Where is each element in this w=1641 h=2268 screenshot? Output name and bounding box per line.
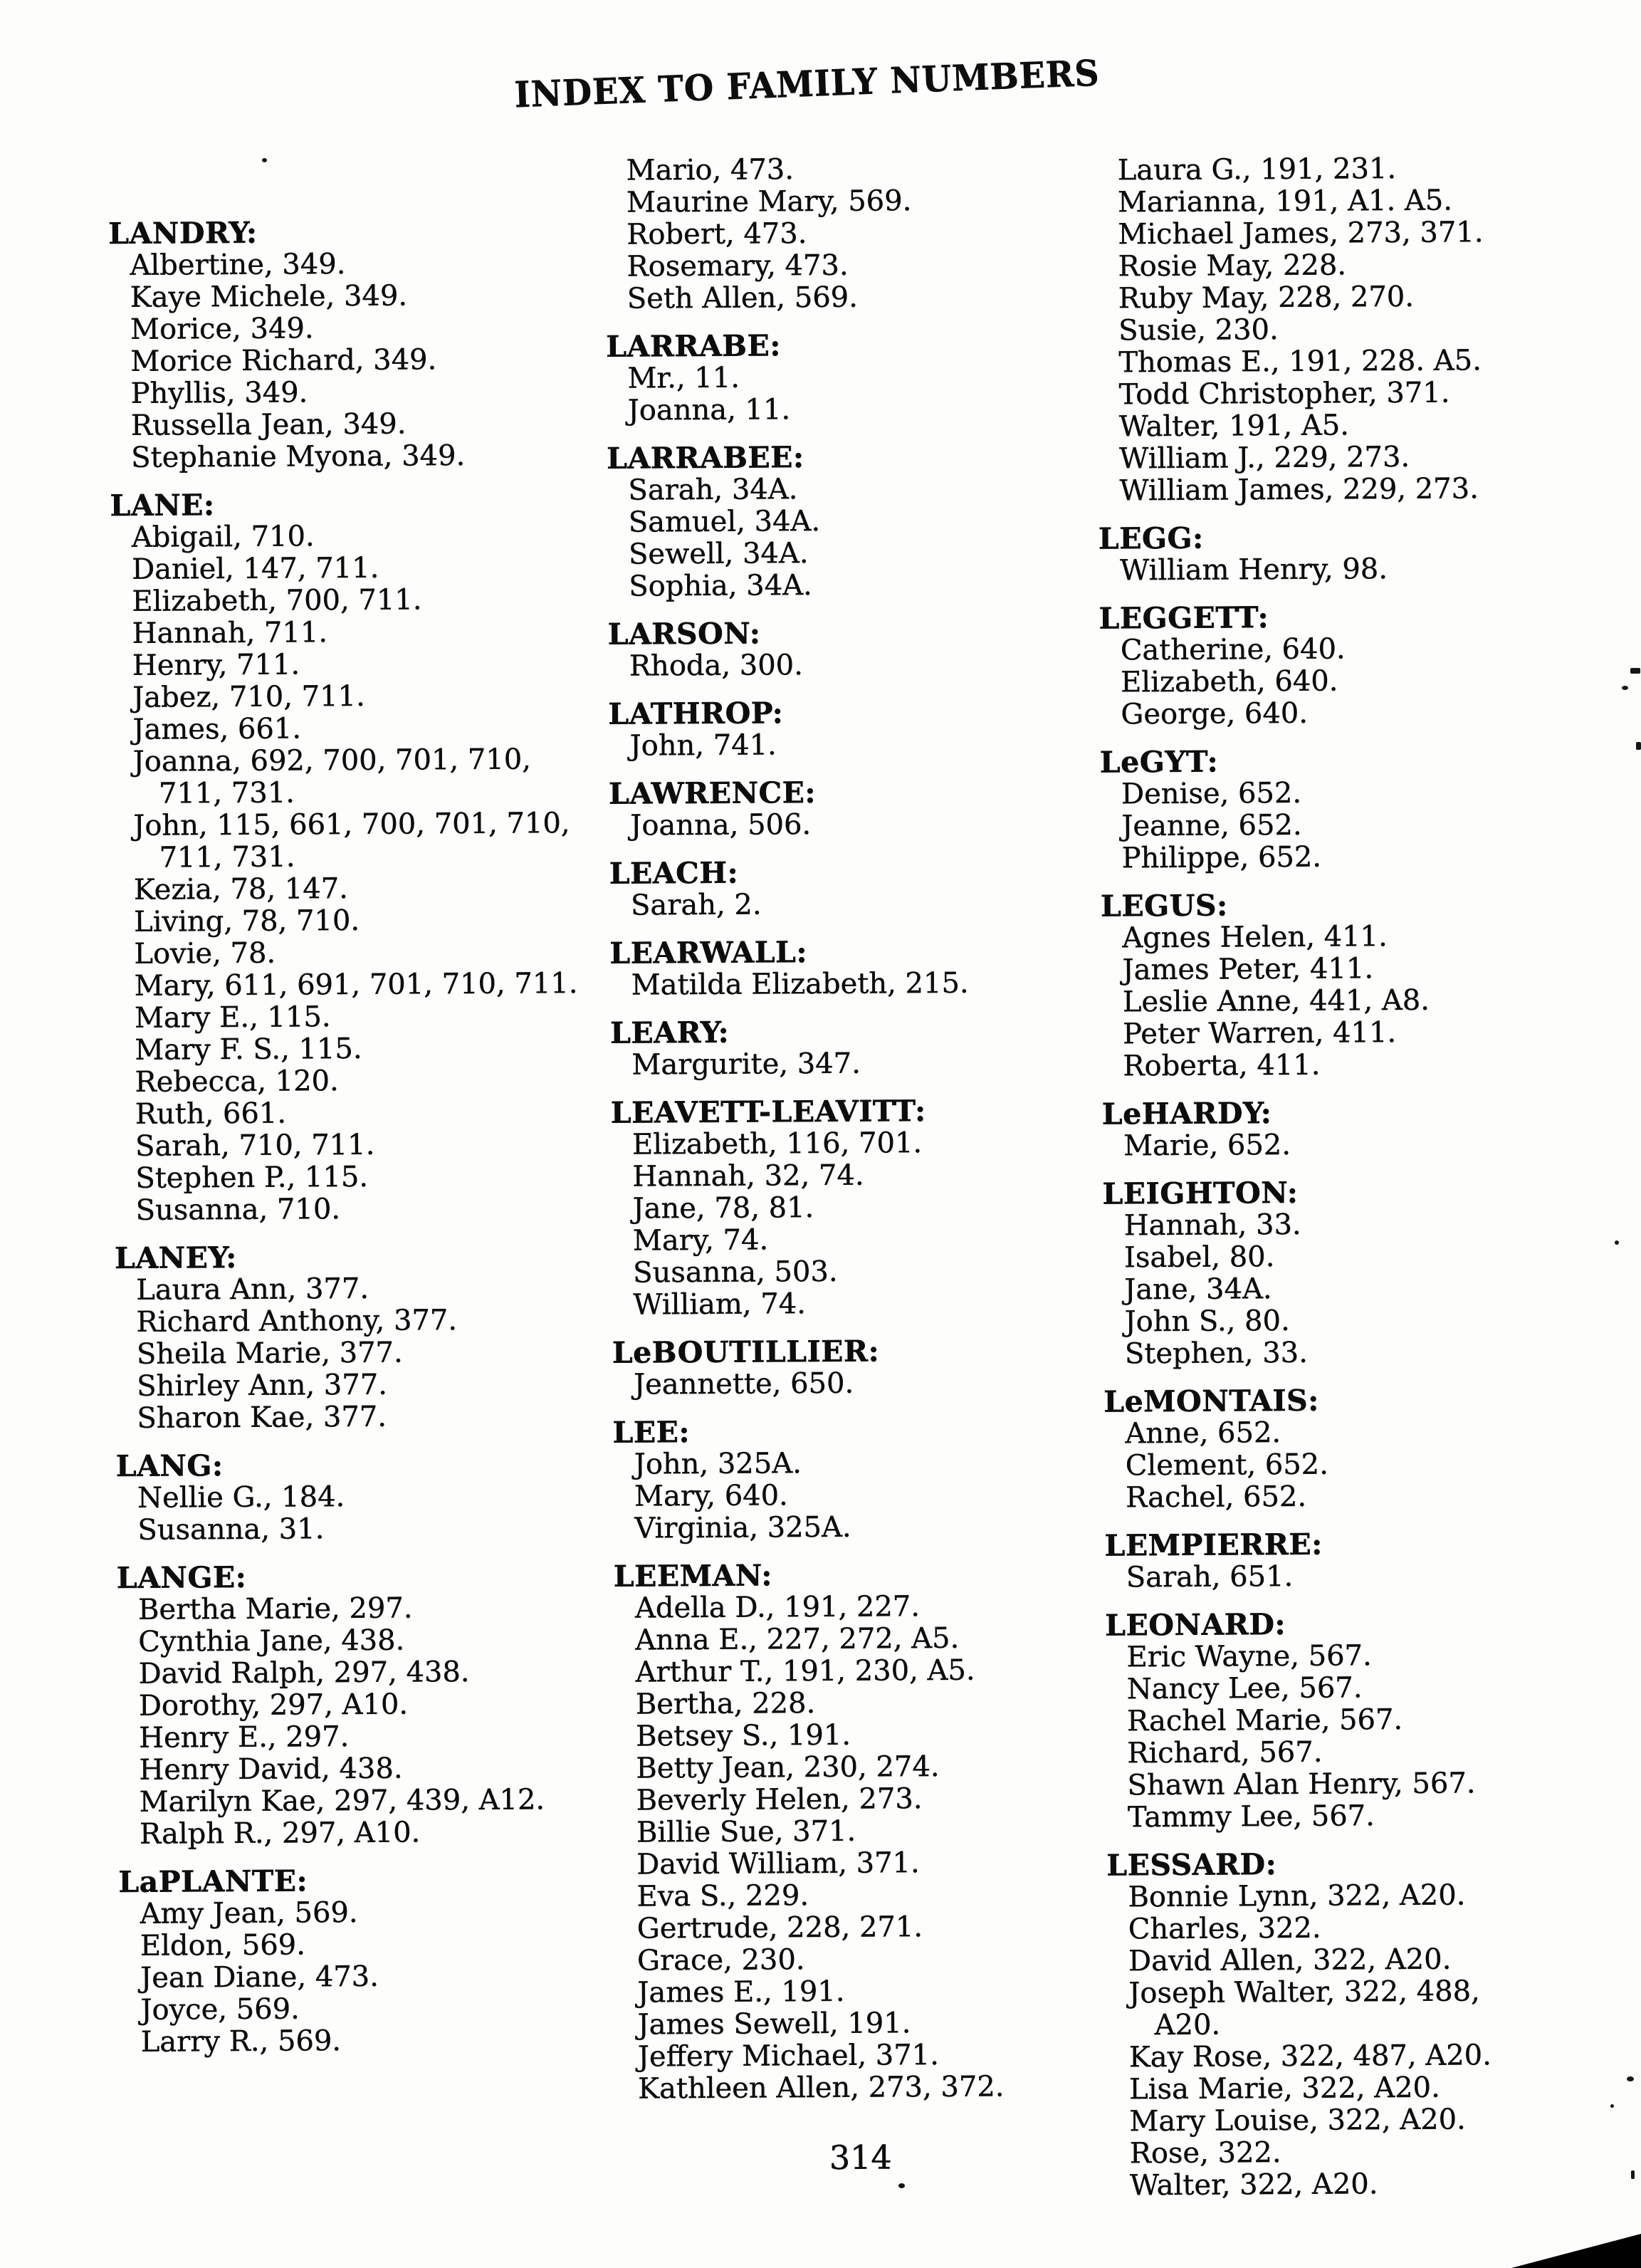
- index-entry: Stephen P., 115.: [135, 1160, 369, 1195]
- index-entry: Ruby May, 228, 270.: [1118, 280, 1415, 315]
- index-entry: Eva S., 229.: [636, 1879, 809, 1913]
- index-entry: Eric Wayne, 567.: [1126, 1639, 1372, 1674]
- family-name: LEONARD:: [1105, 1607, 1286, 1643]
- index-entry: Hannah, 33.: [1123, 1208, 1301, 1243]
- index-entry: Rosemary, 473.: [626, 249, 849, 283]
- index-entry: Isabel, 80.: [1123, 1240, 1275, 1275]
- index-entry: Shirley Ann, 377.: [137, 1368, 388, 1403]
- family-name: LeGYT:: [1099, 744, 1219, 780]
- index-entry: Agnes Helen, 411.: [1122, 920, 1388, 955]
- index-entry: Stephen, 33.: [1124, 1336, 1309, 1371]
- index-entry: Maurine Mary, 569.: [626, 184, 912, 219]
- index-entry: Mary Louise, 322, A20.: [1129, 2103, 1466, 2138]
- family-block: [110, 487, 580, 1227]
- index-entry: Charles, 322.: [1128, 1911, 1321, 1946]
- index-entry: Kay Rose, 322, 487, A20.: [1128, 2039, 1491, 2074]
- index-entry: Hannah, 32, 74.: [632, 1159, 864, 1193]
- index-entry: Joseph Walter, 322, 488, A20.: [1128, 1975, 1480, 2042]
- index-entry: Nancy Lee, 567.: [1126, 1671, 1363, 1706]
- family-name: LEGUS:: [1100, 888, 1228, 924]
- family-name: LARSON:: [607, 616, 761, 652]
- index-entry: Jabez, 710, 711.: [132, 679, 365, 714]
- index-entry: Russella Jean, 349.: [130, 407, 407, 442]
- index-entry: Sophia, 34A.: [629, 569, 812, 603]
- index-entry: Laura G., 191, 231.: [1117, 152, 1397, 187]
- page-title: INDEX TO FAMILY NUMBERS: [513, 51, 1101, 116]
- index-entry: John S., 80.: [1124, 1304, 1290, 1339]
- index-entry: Samuel, 34A.: [628, 504, 821, 539]
- index-entry: Joyce, 569.: [140, 1992, 300, 2027]
- index-entry: Eldon, 569.: [140, 1928, 306, 1963]
- index-entry: Rebecca, 120.: [135, 1065, 339, 1099]
- family-name: LANEY:: [114, 1240, 237, 1276]
- scan-speck: [1615, 1240, 1619, 1245]
- family-block: [1105, 1607, 1548, 1834]
- index-entry: Billie Sue, 371.: [636, 1814, 856, 1849]
- family-name: LaPLANTE:: [118, 1864, 308, 1900]
- index-entry: Henry David, 438.: [139, 1752, 403, 1787]
- index-entry: Arthur T., 191, 230, A5.: [635, 1653, 975, 1689]
- family-block: [1103, 1384, 1546, 1515]
- index-entry: Denise, 652.: [1121, 776, 1302, 811]
- index-entry: Mary F. S., 115.: [135, 1032, 362, 1067]
- index-entry: Betty Jean, 230, 274.: [636, 1750, 940, 1785]
- index-entry: Lisa Marie, 322, A20.: [1129, 2071, 1440, 2106]
- index-entry: Morice, 349.: [130, 312, 314, 346]
- scan-speck: [1630, 668, 1640, 674]
- index-entry: Sewell, 34A.: [628, 537, 809, 571]
- family-block: [609, 775, 1076, 842]
- index-entry: Gertrude, 228, 271.: [636, 1911, 923, 1945]
- index-entry: Susie, 230.: [1118, 313, 1279, 347]
- index-entry: Marianna, 191, A1. A5.: [1117, 184, 1453, 219]
- family-block: [1106, 1847, 1550, 2202]
- index-entry: Henry, 711.: [132, 648, 300, 682]
- index-entry: Leslie Anne, 441, A8.: [1122, 983, 1430, 1019]
- index-entry: David Ralph, 297, 438.: [138, 1656, 470, 1690]
- index-entry: Matilda Elizabeth, 215.: [631, 966, 969, 1002]
- index-entry: Jeannette, 650.: [634, 1366, 854, 1401]
- index-column-right: [1096, 152, 1551, 2218]
- index-entry: Ruth, 661.: [135, 1097, 287, 1131]
- index-entry: Susanna, 710.: [135, 1193, 341, 1227]
- index-entry: Albertine, 349.: [130, 248, 346, 282]
- index-column-middle: [605, 152, 1084, 2121]
- scan-speck: [262, 158, 267, 162]
- index-entry: William, 74.: [633, 1287, 807, 1322]
- index-entry: Sarah, 651.: [1126, 1559, 1294, 1594]
- index-entry: Mr., 11.: [627, 361, 740, 395]
- index-entry: Marilyn Kae, 297, 439, A12.: [139, 1783, 545, 1819]
- index-entry: Rosie May, 228.: [1118, 249, 1347, 283]
- family-block: [1101, 888, 1543, 1083]
- index-entry: Todd Christopher, 371.: [1118, 376, 1450, 412]
- index-entry: Hannah, 711.: [132, 616, 328, 650]
- index-entry: Mary, 74.: [632, 1223, 769, 1258]
- index-entry: Walter, 191, A5.: [1118, 409, 1350, 444]
- family-name: LANG:: [115, 1448, 224, 1484]
- index-entry: Morice Richard, 349.: [130, 343, 437, 378]
- index-entry: Kaye Michele, 349.: [130, 279, 408, 314]
- index-entry: Grace, 230.: [636, 1943, 805, 1977]
- family-block: [1096, 152, 1540, 508]
- index-entry: Walter, 322, A20.: [1129, 2168, 1378, 2202]
- index-entry: Sarah, 34A.: [628, 473, 798, 507]
- family-name: LeBOUTILLIER:: [612, 1334, 880, 1370]
- family-name: LeMONTAIS:: [1103, 1383, 1319, 1419]
- index-entry: Margurite, 347.: [631, 1047, 861, 1082]
- index-entry: James E., 191.: [637, 1975, 845, 2010]
- family-block: [1099, 521, 1541, 587]
- index-entry: Richard Anthony, 377.: [136, 1304, 458, 1339]
- index-entry: Anna E., 227, 272, A5.: [635, 1621, 960, 1657]
- family-block: [1104, 1527, 1546, 1594]
- index-entry: John, 325A.: [634, 1447, 802, 1481]
- index-entry: Marie, 652.: [1123, 1128, 1291, 1163]
- family-block: [116, 1448, 583, 1547]
- scan-speck: [1631, 2170, 1635, 2179]
- index-entry: Peter Warren, 411.: [1123, 1016, 1397, 1051]
- index-entry: Anne, 652.: [1125, 1416, 1281, 1451]
- family-block: [612, 1414, 1079, 1545]
- index-entry: Rachel, 652.: [1125, 1480, 1307, 1515]
- family-block: [606, 328, 1073, 427]
- index-entry: Jane, 34A.: [1124, 1273, 1272, 1307]
- index-entry: Amy Jean, 569.: [140, 1896, 358, 1930]
- index-entry: Elizabeth, 640.: [1120, 664, 1338, 699]
- index-entry: Sarah, 710, 711.: [135, 1128, 375, 1163]
- index-entry: Jeffery Michael, 371.: [637, 2039, 939, 2074]
- family-name: LEMPIERRE:: [1104, 1527, 1323, 1563]
- family-block: [607, 440, 1074, 603]
- index-entry: Dorothy, 297, A10.: [138, 1688, 409, 1723]
- family-block: [1099, 600, 1541, 731]
- index-entry: Joanna, 692, 700, 701, 710, 711, 731.: [132, 743, 532, 810]
- page-number: 314: [829, 2138, 892, 2177]
- family-name: LAWRENCE:: [608, 775, 817, 811]
- index-entry: Henry E., 297.: [139, 1720, 350, 1755]
- index-entry: Stephanie Myona, 349.: [131, 439, 466, 474]
- index-entry: Mary, 640.: [634, 1479, 788, 1513]
- index-entry: Catherine, 640.: [1120, 632, 1346, 667]
- index-entry: Sharon Kae, 377.: [137, 1400, 387, 1435]
- index-entry: James Peter, 411.: [1122, 952, 1374, 987]
- index-entry: Tammy Lee, 567.: [1127, 1799, 1375, 1834]
- index-entry: Cynthia Jane, 438.: [138, 1624, 405, 1658]
- index-entry: Virginia, 325A.: [634, 1510, 851, 1545]
- family-block: [612, 1334, 1079, 1401]
- index-entry: Rose, 322.: [1129, 2136, 1281, 2170]
- index-entry: Susanna, 503.: [633, 1255, 838, 1290]
- index-entry: Living, 78, 710.: [134, 904, 360, 939]
- index-entry: George, 640.: [1121, 696, 1309, 731]
- index-entry: Phyllis, 349.: [130, 376, 308, 410]
- family-block: [115, 1240, 582, 1435]
- index-entry: Sarah, 2.: [630, 888, 762, 922]
- family-name: LeHARDY:: [1101, 1096, 1272, 1132]
- scan-speck: [1610, 2104, 1614, 2108]
- family-name: LANDRY:: [108, 215, 258, 251]
- index-entry: Bonnie Lynn, 322, A20.: [1128, 1878, 1466, 1914]
- family-name: LATHROP:: [608, 696, 784, 731]
- index-entry: William James, 229, 273.: [1119, 472, 1479, 508]
- family-name: LEAVETT-LEAVITT:: [610, 1094, 926, 1130]
- family-block: [605, 152, 1072, 315]
- index-entry: Rhoda, 300.: [629, 649, 804, 683]
- family-block: [609, 855, 1076, 922]
- index-entry: Clement, 652.: [1125, 1448, 1328, 1483]
- scan-speck: [1622, 686, 1628, 690]
- index-entry: Adella D., 191, 227.: [634, 1590, 921, 1625]
- index-entry: Mary E., 115.: [134, 1000, 331, 1035]
- family-name: LEARY:: [609, 1015, 730, 1050]
- family-name: LANGE:: [116, 1559, 247, 1596]
- index-entry: Rachel Marie, 567.: [1126, 1703, 1403, 1738]
- index-entry: James, 661.: [132, 712, 302, 746]
- index-entry: Ralph R., 297, A10.: [139, 1816, 421, 1851]
- family-block: [609, 935, 1076, 1002]
- index-entry: Bertha Marie, 297.: [137, 1592, 413, 1626]
- index-entry: David Allen, 322, A20.: [1128, 1943, 1452, 1978]
- index-entry: Jeanne, 652.: [1121, 808, 1302, 843]
- scan-speck: [1636, 742, 1641, 750]
- family-block: [610, 1015, 1077, 1082]
- index-entry: Betsey S., 191.: [636, 1718, 851, 1753]
- family-block: [1102, 1176, 1545, 1371]
- family-name: LEEMAN:: [613, 1558, 773, 1594]
- index-entry: Mary, 611, 691, 701, 710, 711.: [134, 967, 578, 1003]
- family-name: LEGG:: [1098, 521, 1204, 556]
- index-entry: Elizabeth, 700, 711.: [132, 583, 422, 618]
- index-entry: Joanna, 506.: [630, 808, 812, 842]
- index-entry: Joanna, 11.: [627, 393, 791, 427]
- index-entry: Susanna, 31.: [137, 1512, 325, 1547]
- index-entry: Michael James, 273, 371.: [1118, 216, 1484, 251]
- family-block: [117, 1559, 584, 1851]
- family-name: LEACH:: [609, 855, 739, 891]
- index-entry: William Henry, 98.: [1120, 553, 1388, 587]
- index-entry: John, 115, 661, 700, 701, 710, 711, 731.: [133, 807, 570, 874]
- family-block: [614, 1558, 1084, 2106]
- family-name: LESSARD:: [1106, 1847, 1277, 1883]
- index-entry: Philippe, 652.: [1121, 840, 1322, 875]
- family-block: [608, 696, 1075, 763]
- family-name: LEARWALL:: [609, 935, 808, 971]
- index-entry: Robert, 473.: [626, 217, 807, 251]
- index-entry: Kathleen Allen, 273, 372.: [638, 2070, 1005, 2106]
- index-entry: Sheila Marie, 377.: [136, 1336, 403, 1371]
- scan-speck: [1627, 2076, 1634, 2081]
- index-entry: Seth Allen, 569.: [626, 281, 858, 315]
- family-block: [1102, 1096, 1544, 1163]
- index-entry: Jane, 78, 81.: [632, 1191, 814, 1226]
- index-entry: Jean Diane, 473.: [140, 1960, 379, 1995]
- family-name: LANE:: [110, 488, 215, 523]
- index-entry: Beverly Helen, 273.: [636, 1782, 923, 1817]
- index-entry: Nellie G., 184.: [137, 1480, 345, 1515]
- family-block: [1100, 744, 1542, 875]
- index-entry: Larry R., 569.: [140, 2024, 342, 2059]
- index-entry: Bertha, 228.: [635, 1687, 816, 1721]
- index-column-left: [108, 215, 586, 2074]
- index-entry: Mario, 473.: [626, 153, 795, 187]
- index-entry: Elizabeth, 116, 701.: [631, 1127, 923, 1161]
- index-entry: Richard, 567.: [1127, 1735, 1323, 1770]
- index-entry: Laura Ann, 377.: [136, 1272, 369, 1307]
- family-block: [611, 1094, 1079, 1322]
- index-entry: Shawn Alan Henry, 567.: [1127, 1767, 1476, 1802]
- index-entry: David William, 371.: [636, 1846, 920, 1881]
- index-entry: William J., 229, 273.: [1119, 440, 1410, 476]
- family-name: LEGGETT:: [1099, 600, 1269, 636]
- family-block: [108, 215, 576, 474]
- family-name: LARRABEE:: [607, 440, 804, 476]
- family-name: LEIGHTON:: [1102, 1175, 1299, 1211]
- family-block: [608, 616, 1075, 683]
- scan-speck: [898, 2183, 905, 2188]
- index-entry: Daniel, 147, 711.: [131, 551, 379, 586]
- index-entry: Lovie, 78.: [134, 936, 276, 971]
- index-entry: Thomas E., 191, 228. A5.: [1118, 344, 1482, 380]
- index-entry: James Sewell, 191.: [637, 2007, 911, 2042]
- family-block: [118, 1864, 586, 2059]
- index-entry: Abigail, 710.: [131, 520, 315, 554]
- family-name: LARRABE:: [606, 328, 782, 364]
- index-entry: Kezia, 78, 147.: [133, 872, 349, 906]
- family-name: LEE:: [612, 1415, 691, 1450]
- index-entry: Roberta, 411.: [1123, 1048, 1321, 1083]
- index-entry: John, 741.: [629, 728, 777, 763]
